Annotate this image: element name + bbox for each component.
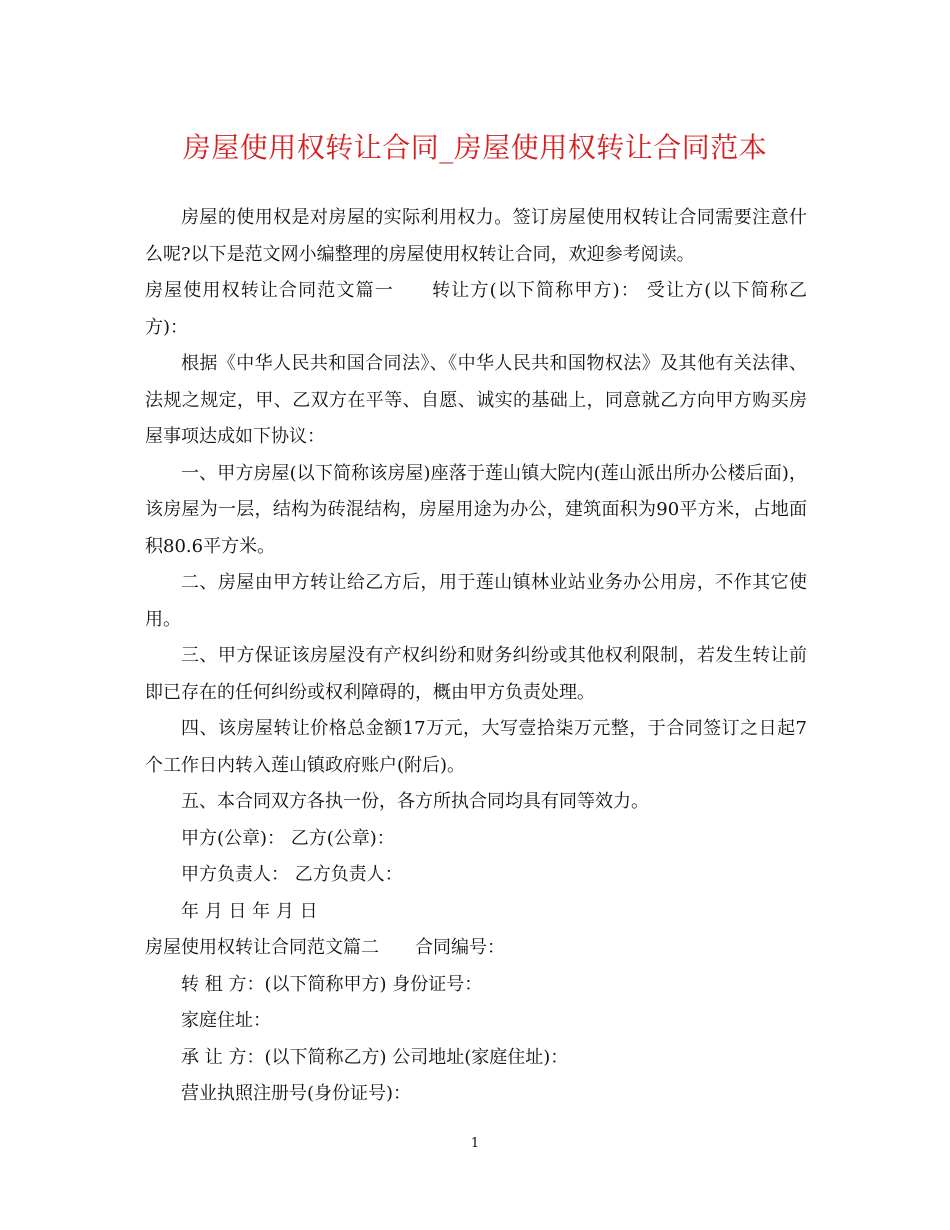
- paragraph: 四、该房屋转让价格总金额17万元，大写壹拾柒万元整，于合同签订之日起7个工作日内转入莲山镇政府账户(附后)。: [145, 718, 807, 776]
- paragraph: 根据《中华人民共和国合同法》、《中华人民共和国物权法》及其他有关法律、法规之规定，甲、乙双方在平等、自愿、诚实的基础上，同意就乙方向甲方购买房屋事项达成如下协议：: [145, 353, 807, 447]
- paragraph: 五、本合同双方各执一份，各方所执合同均具有同等效力。: [181, 791, 649, 812]
- page-number: 1: [470, 1136, 480, 1151]
- paragraph: 房屋使用权转让合同范文篇二 合同编号：: [145, 937, 505, 958]
- paragraph: 房屋的使用权是对房屋的实际利用权力。签订房屋使用权转让合同需要注意什么呢?以下是范文网小编整理的房屋使用权转让合同，欢迎参考阅读。: [145, 207, 807, 265]
- paragraph: 二、房屋由甲方转让给乙方后，用于莲山镇林业站业务办公用房，不作其它使用。: [145, 572, 807, 630]
- paragraph: 甲方(公章)： 乙方(公章)：: [181, 827, 395, 849]
- paragraph: 转 租 方：(以下简称甲方) 身份证号：: [181, 973, 483, 995]
- paragraph: 三、甲方保证该房屋没有产权纠纷和财务纠纷或其他权利限制，若发生转让前即已存在的任何纠纷或权利障碍的，概由甲方负责处理。: [145, 645, 807, 703]
- document-body: [145, 200, 807, 1113]
- paragraph: 房屋使用权转让合同范文篇一 转让方(以下简称甲方)： 受让方(以下简称乙方)：: [145, 280, 807, 338]
- paragraph: 一、甲方房屋(以下简称该房屋)座落于莲山镇大院内(莲山派出所办公楼后面)，该房屋为一层，结构为砖混结构，房屋用途为办公，建筑面积为90平方米，占地面积80.6平方米。: [145, 462, 807, 557]
- paragraph: 承 让 方：(以下简称乙方) 公司地址(家庭住址)：: [181, 1046, 569, 1068]
- document-title: 房屋使用权转让合同_房屋使用权转让合同范本: [182, 131, 768, 164]
- paragraph: 年 月 日 年 月 日: [181, 900, 318, 922]
- paragraph: 家庭住址：: [181, 1010, 271, 1031]
- paragraph: 甲方负责人： 乙方负责人：: [181, 864, 403, 885]
- paragraph: 营业执照注册号(身份证号)：: [181, 1083, 412, 1104]
